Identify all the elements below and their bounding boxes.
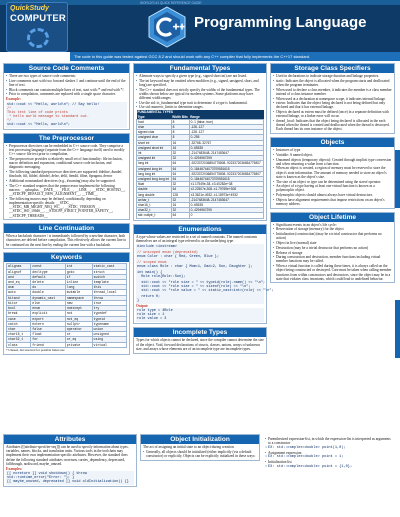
list-item: • extern: Indicates that the object being declared is not being defined but only declared and that it has external linkage. [273,101,392,109]
table-cell: unsigned long long int [137,177,172,182]
section-header: Fundamental Types [134,64,266,73]
code-line: } [137,298,140,303]
table-cell: -128..127 [189,130,263,135]
code-line: role size = 1 [137,313,165,318]
table-cell: 32 [171,156,189,161]
keyword-cell: noexcept [65,306,92,311]
attributes-section [3,434,137,487]
section-header: Attributes [4,435,136,444]
section-header: Object Initialization [141,435,259,444]
code-block [6,102,127,128]
code-line: enum Color : char { Red, Green, Blue }; [137,254,219,259]
keyword-cell: typename [92,321,126,326]
table-cell: std::nullptr_t [137,213,172,218]
table-cell: long int [137,161,172,166]
table-cell: 8 [171,119,189,124]
table-row [7,342,127,347]
table-cell: unsigned long int [137,166,172,171]
list-item: • Prior to compilation, comments are replaced with a single space character. [6,92,127,96]
list-item: • When an object is created, a region of memory must be reserved to store the object's state information. The amount of memory needed to store an object's state is known as the object's size. [273,166,392,179]
keyword-cell: and [7,274,31,279]
keyword-cell: this [92,285,126,290]
list-item: • During construction and destruction, member functions including virtual member functions may be called. [273,255,392,263]
paragraph: When a backslash character \ is immediately followed by a newline character, both characters are deleted before compilation. This effectively allows the current line to be continued on the next line by ending the current line with a backslash. [6,234,127,247]
keyword-cell: union [92,326,126,331]
section-header: Source Code Comments [4,64,129,73]
keyword-cell: private [65,342,92,347]
code-line: std::cout << "role size = " << typeid(role).name() << "\n"; [137,280,266,285]
column-header: Range [189,115,263,120]
section-header: Incomplete Types [134,328,266,337]
example-label: Examples: [6,466,23,471]
list-item: • The size of an object or type can be determined using the sizeof operator. [273,180,392,184]
keyword-cell: asm [7,285,31,290]
keyword-cell: enum [31,306,65,311]
incomplete-types-section [133,327,267,353]
table-cell: 0..65535 [189,145,263,150]
keyword-cell: alignof [7,269,31,274]
list-item: • Parenthesized expression-list, in which the expression-list is interpreted as arguments to a constructor [265,437,393,445]
keyword-cell: export [31,316,65,321]
table-cell: ±3.3621e-4932..±1.18973e+4932 [189,192,263,197]
code-line: std::cout << "Hello, world\n"; [7,122,71,127]
example-label: Example: [6,97,21,102]
table-cell: 16 [171,203,189,208]
initialization-forms-section [263,434,395,470]
code-line: role value = 3 [137,317,167,322]
enumerations-section [133,224,274,325]
list-item: • Unnamed objects (temporary objects): Created through implicit type conversion and when returning a value from a function. [273,158,392,166]
code-line: std::cout << "Hello, world\n"; // Say hello! [7,102,100,107]
table-cell: bool [137,119,172,124]
table-cell: char16_t [137,203,172,208]
keyword-cell: double [31,290,65,295]
keyword-cell: struct [92,269,126,274]
code-line: std::cout << "role value = " << static_cast<int>(role) << "\n"; [137,288,274,293]
code-line: This text line of code prints [7,110,68,115]
keyword-cell: bitor [7,300,31,305]
table-cell: 32 [171,182,189,187]
table-cell: -32768..32767 [189,140,263,145]
list-item: • When used to declare a class member, it indicates the member is a class member instead of a class instance member. [273,88,392,96]
code-line: [[ maybe_unused, deprecated ]] void oldInitialization() {} [7,480,129,485]
keyword-cell: class [7,342,31,347]
section-header: Objects [271,138,394,147]
table-cell: 0 [189,213,263,218]
table-cell: 64 [171,187,189,192]
list-item: • Use the std::is_fundamental type trait to determine if a type is fundamental. [136,101,264,105]
logo-top-text: QuickStudy [10,5,49,12]
table-cell: -2147483648..2147483647 [189,197,263,202]
section-header: Keywords [4,253,129,262]
keyword-cell: delete [31,280,65,285]
keyword-cell: explicit [31,311,65,316]
keyword-cell: virtual [92,342,126,347]
keyword-cell: char16_t [7,332,31,337]
keyword-cell: alignas [7,264,31,269]
keywords-section [3,252,130,354]
paragraph: Types for which objects cannot be declared, since the compiler cannot determine the size of the object. Void, forward declarations of structs, classes, unions, arrays of unknown size, and arrays whose elements are of an incomplete type are incomplete types. [136,338,264,351]
list-item: • Line comments start with two forward slashes // and continue until the end of the line of text. [6,79,127,87]
object-lifetime-section [270,212,395,284]
code-line: */ [7,118,12,123]
keyword-cell: not [65,311,92,316]
cpp-logo-icon [146,6,188,48]
list-item: • The preprocessor provides a relatively small set of functionality: file inclusion, macro definition and expansion, conditional source code inclusion, and diagnostic messaging. [6,157,127,170]
list-item: • Variable: A named object. [273,153,392,157]
table-cell: 128 [171,192,189,197]
keywords-note: * Unused, but reserved for possible future use [6,347,65,352]
list-item: • Object in live (normal) state [273,241,392,245]
keyword-cell: static_cast [92,264,126,269]
code-example: • EX: std::complex<double> point = 1; [265,455,393,459]
table-cell: wchar_t [137,197,172,202]
keyword-cell: char32_t [7,337,31,342]
code-line: [[ noreturn ]] void shutdown() { throw std::runtime_error("Error: "); } [7,472,89,481]
section-header: Storage Class Specifiers [271,64,394,73]
section-header: The Preprocessor [4,134,129,143]
list-item: • thread_local: Indicates that the object being declared is allocated in the each thread when the thread is created and deallocated when the thread is destroyed. Each thread has its own instance of the object. [273,119,392,132]
table-cell: float [137,182,172,187]
keyword-cell: break [7,311,31,316]
preprocessor-section [3,133,130,220]
keyword-cell: or_eq [65,337,92,342]
section-header: Object Lifetime [271,213,394,222]
table-cell: 8 [171,135,189,140]
list-item: • The following standard preprocessor directives are supported: #define, #undef, #include, #if, #ifdef, #ifndef, #else, #elif, #endif, #line, #pragma, #error [6,170,127,178]
keyword-cell: switch [92,274,126,279]
table-cell: 0..4294967295 [189,208,263,213]
list-item: • Alternate ways to specify a given type (e.g., signed short int) are not listed. [136,74,264,78]
code-line: // unscoped enum (deprecated) [137,250,198,255]
list-item: • Polymorphic objects should almost always have virtual destructors. [273,193,392,197]
keyword-cell: mutable [65,290,92,295]
keyword-cell: thread_local [92,290,126,295]
keyword-cell: float [31,332,65,337]
keyword-cell: bitand [7,295,31,300]
table-cell: char32_t [137,208,172,213]
code-line: int main() { [137,270,163,275]
list-item: • Additional nonstandard directives (e.g., #warning) may also be supported. [6,179,127,183]
table-cell: int [137,151,172,156]
list-item: • The int keyword may be omitted when modifiers (e.g., signed, unsigned, short, and long) are specified. [136,79,264,87]
table-cell: 8 [171,130,189,135]
keyword-cell: true [92,300,126,305]
list-item: • Initialization list [265,460,393,464]
table-cell: 64 [171,166,189,171]
list-item: • Use std::numeric_limits to determine ranges. [136,105,264,109]
keyword-cell: const [31,264,65,269]
keyword-cell: using [92,337,126,342]
table-cell: 32 [171,208,189,213]
list-item: • An object of a type having at least one virtual function is known as a polymorphic object. [273,184,392,192]
table-cell: ±1.17549e-38..±3.40282e+38 [189,182,263,187]
paragraph: The act of assigning an initial state to an object during creation. [143,445,235,449]
column-middle [133,63,274,357]
list-item: • When used at a declaration at namespace scope, it indicates internal linkage. [273,97,392,101]
section-header: Enumerations [134,225,266,234]
code-line: std::cout << "role size = " << sizeof(role) << "\n"; [137,284,251,289]
objects-section [270,137,395,209]
header-banner [0,0,400,52]
keyword-cell: new [65,300,92,305]
table-title: FUNDAMENTAL TYPES [137,110,264,115]
logo-bottom-text: COMPUTER [10,13,66,24]
table-cell: 64 [171,213,189,218]
keyword-cell: inline [65,280,92,285]
list-item: • The C++ standard does not strictly specify the widths of the fundamental types. The widths shown below are typical for modern systems. Some platforms may have different width ranges. [136,88,264,101]
table-cell: 16 [171,145,189,150]
table-cell: 0..65535 [189,203,263,208]
code-line: * hello world message to standard out. [7,114,89,119]
list-item: • The following macros may be defined, conditionally, depending on implementation-specific details: __STDC__, __STDC_MB_MIGHT_NEQ_WC__, __STDC_VERSION__, __STDC_ISO_10646__, __STDCPP_STRICT_POINTER_SAFETY__, __STDCPP_THREADS__ [6,197,127,218]
list-item: • Objects declared as extern must be defined (once) in a separate definition with external linkage, or a linker error will occur. [273,110,392,118]
keyword-cell: long [65,285,92,290]
keyword-cell: not_eq [65,316,92,321]
subtitle-bar: The code in this guide was tested against GCC 8.2 and should work with any C++ compiler that fully implements the C++17 standard. [70,52,400,61]
column-header: Width Bits [172,114,188,119]
code-line: #include <iostream> [137,244,177,249]
keyword-cell: or [65,332,92,337]
table-cell: ±2.22507e-308..±1.79769e+308 [189,187,263,192]
list-item: • Block comments can contain multiple lines of text, start with /* and end with */. [6,88,127,92]
table-cell: long double [137,192,172,197]
table-cell: 0..18446744073709551615 [189,177,263,182]
section-header: Line Continuation [4,224,129,233]
keyword-cell: goto [65,269,92,274]
list-item: • Objects have alignment requirements that impose restrictions on an object's memory address. [273,198,392,206]
table-cell: 32 [171,151,189,156]
keyword-cell: friend [31,342,65,347]
table-cell: 0..4294967295 [189,156,263,161]
top-note: WORLD'S #1 QUICK REFERENCE GUIDE [140,1,202,5]
list-item: • The C++ standard requires that the preprocessor implement the following macros: __cplusplus, __DATE__, __FILE__, __LINE__, __STDC_HOSTED__, __STDCPP_DEFAULT_NEW_ALIGNMENT__, __TIME__ [6,184,127,197]
keyword-cell: default [31,274,65,279]
list-item: • Initialization (construction) (may be a trivial constructor that performs no action) [273,232,392,240]
table-cell: -128..127 [189,125,263,130]
keyword-cell: auto [7,290,31,295]
table-cell: -9223372036854775808..9223372036854775807 [189,161,263,166]
code-block [136,244,274,304]
keyword-cell: false [31,326,65,331]
table-cell: 16 [171,140,189,145]
code-line: enum class Role : char { Mom=1, Dad=2, Son, Daughter }; [137,264,253,269]
keyword-cell: nullptr [65,321,92,326]
list-item: • Used in declarations to indicate storage duration and linkage properties. [273,74,392,78]
table-cell: unsigned int [137,156,172,161]
keyword-cell: else [31,300,65,305]
keyword-cell: typedef [92,311,126,316]
keywords-table [6,263,127,347]
keyword-cell: template [92,280,126,285]
list-item: • There are two types of source code comments: [6,74,127,78]
keyword-cell: catch [7,321,31,326]
output-label: Output: [136,303,149,308]
code-line: return 0; [137,294,161,299]
fundamental-types-section [133,63,267,221]
paragraph: Attributes ([[attribute-specifier-seq]]) can be used to specify information about types, variables, names, blocks, and translation units. Various tools in the toolchain may implement their own implementation-specific attributes. However, the standard does define the following standard attributes: noreturn, carries_dependency, deprecated, fallthrough, nodiscard, maybe_unused. [6,445,129,466]
page-title: Programming Language [194,14,367,31]
table-row [137,213,264,218]
keyword-cell: operator [65,326,92,331]
keyword-cell: for [31,337,65,342]
column-left [3,63,130,358]
table-cell: 0..255 [189,135,263,140]
keyword-cell: if [65,274,92,279]
keyword-cell: char [7,326,31,331]
table-cell: short int [137,140,172,145]
keyword-cell: unsigned [92,332,126,337]
side-tab [395,300,400,358]
list-item: • Release of storage [273,251,392,255]
side-tab [395,150,400,208]
column-right [270,63,395,286]
keyword-cell: bool [7,306,31,311]
list-item: • Significant events in an object's life cycle: [273,223,392,227]
keyword-cell: throw [92,295,126,300]
table-cell: char [137,125,172,130]
quickstudy-logo [6,2,68,52]
list [6,74,127,97]
source-comments-section [3,63,130,130]
table-cell: -9223372036854775808..9223372036854775807 [189,171,263,176]
list-item: • Destruction (may be a trivial destructor that performs no action) [273,246,392,250]
storage-class-section [270,63,395,134]
table-cell: double [137,187,172,192]
table-cell: 64 [171,171,189,176]
keyword-cell: dynamic_cast [31,295,65,300]
table-cell: unsigned char [137,135,172,140]
table-cell: signed char [137,130,172,135]
gear-icon [27,28,49,48]
keyword-cell: and_eq [7,280,31,285]
code-example: • EX: std::complex<double> point = {1,0}; [265,465,393,469]
column-header: Type [137,115,172,120]
keyword-cell: case [7,316,31,321]
code-block [6,471,134,485]
table-cell: 0..1 (false, true) [189,119,263,124]
list-item: • Preprocessor directives can be embedded in C++ source code. They comprise a text processing language (separate from the C++ language itself) used to modify C++ source file text prior to compilation. [6,144,127,157]
code-line: /* [7,106,12,111]
line-continuation-section [3,223,130,249]
keyword-cell: namespace [65,295,92,300]
code-example: • EX: std::complex<double> point(1,0); [265,446,393,450]
table-cell: 8 [171,125,189,130]
table-cell: -2147483648..2147483647 [189,151,263,156]
paragraph: A type whose values are restricted to a set of named constants. The named constants themselves are of an integral type referred to as the underlying type. [136,234,257,243]
code-line: Role role{Role::Son}; [137,274,186,279]
list-item: • Reservation of storage (memory) for the object [273,227,392,231]
code-line: role type = 4Role [137,309,173,314]
fundamental-types-table [136,110,264,219]
list-item: • static: Indicates the object is allocated when the program starts and deallocated when the program terminates. [273,79,392,87]
keyword-cell: do [31,285,65,290]
list-item: • When a virtual function is called during these times, it is always called on the object being constructed or destroyed. Care must be taken when calling member functions from within constructors and destructors, since the object may be in a state that violates class invariants, which could lead to undefined behavior. [273,264,392,281]
object-initialization-section [140,434,260,461]
list-item: • Generally, all objects should be initialized (either implicitly (via a default constructor) or explicitly. Objects can be explicitly initialized in these ways: [143,450,257,458]
table-cell: unsigned short int [137,145,172,150]
list-item: • Assignment expression [265,451,393,455]
table-cell: 32 [171,197,189,202]
bottom-row [3,434,395,514]
keyword-cell: extern [31,321,65,326]
table-cell: long long int [137,171,172,176]
keyword-cell: decltype [31,269,65,274]
list-item: • Instances of type [273,148,392,152]
output-block [136,308,264,322]
table-cell: 64 [171,161,189,166]
keyword-cell: typeid [92,316,126,321]
code-line: // scoped enum [137,260,167,265]
table-cell: 0..18446744073709551615 [189,166,263,171]
keyword-cell: try [92,306,126,311]
keyword-cell: int [65,264,92,269]
table-cell: 64 [171,177,189,182]
